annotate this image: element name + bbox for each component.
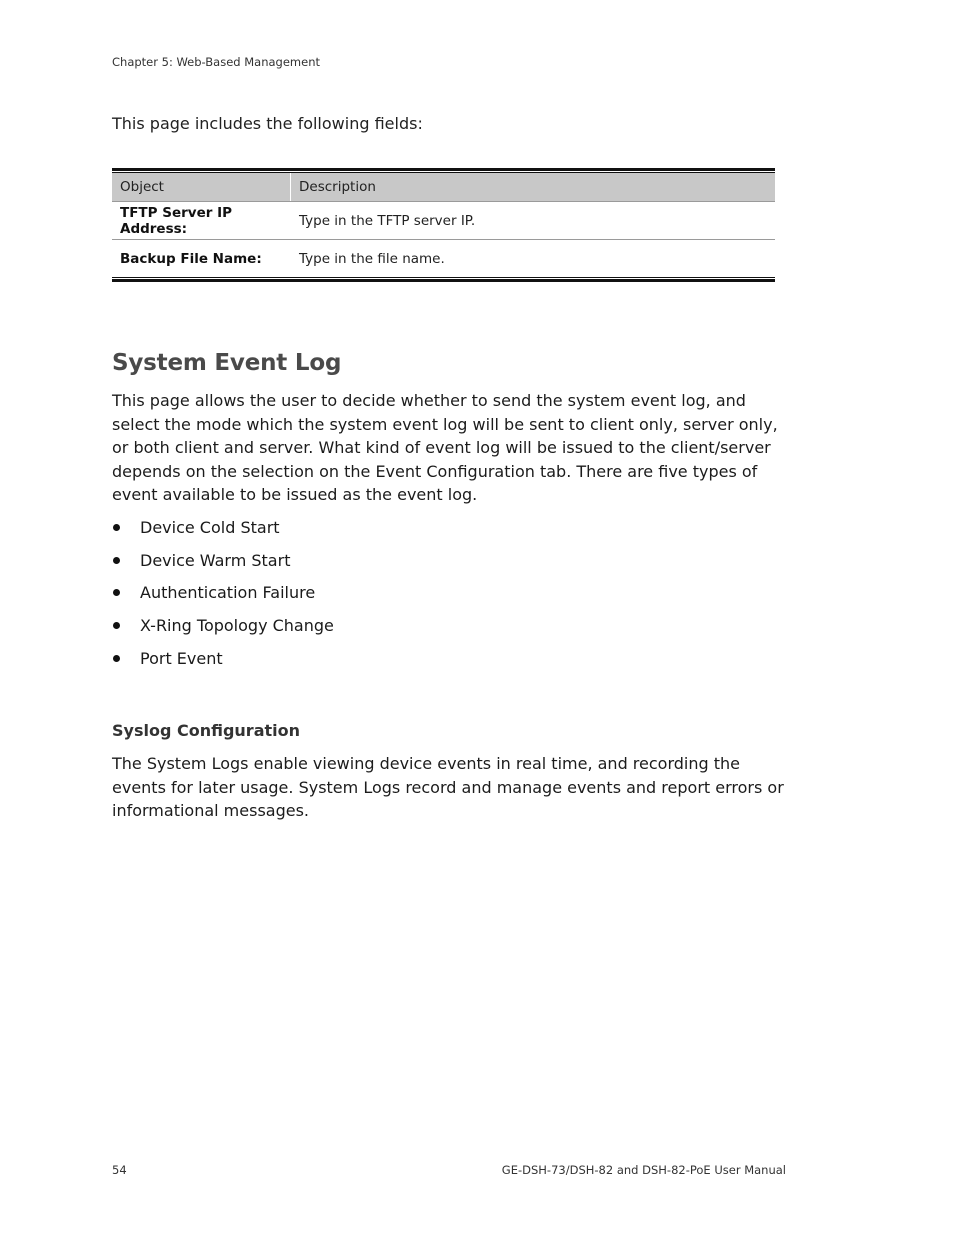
table-bottom-rule <box>112 277 775 282</box>
section-body: This page allows the user to decide whether to send the system event log, and select the mode which the system event log will be sent to client only, server only, or both client and server. What kind of event log will be issued to the client/server depends on the selection on the Event Configuration tab. There are five types of event available to be issued as the event log. <box>112 391 778 504</box>
table-row <box>112 202 775 240</box>
bullet-icon <box>113 655 120 662</box>
subsection-heading: Syslog Configuration <box>112 721 301 740</box>
list-item <box>112 516 334 549</box>
list-item <box>112 614 334 647</box>
column-header-description: Description <box>299 179 376 195</box>
running-header: Chapter 5: Web-Based Management <box>112 55 321 69</box>
list-item <box>112 581 334 614</box>
event-type-list <box>112 516 334 679</box>
table-header-row <box>112 173 775 202</box>
list-item-label: Device Cold Start <box>140 518 280 537</box>
subsection-body: The System Logs enable viewing device events in real time, and recording the events for later usage. System Logs record and manage events and report errors or informational messages. <box>112 754 784 820</box>
list-item-label: Port Event <box>140 648 223 668</box>
list-item-label: X-Ring Topology Change <box>140 616 334 636</box>
row-object: TFTP Server IP Address: <box>120 204 233 237</box>
bullet-icon <box>113 557 120 564</box>
list-item-label: Device Warm Start <box>140 550 291 570</box>
intro-text: This page includes the following fields: <box>112 114 423 133</box>
column-header-object: Object <box>112 173 291 201</box>
row-object: Backup File Name: <box>120 250 262 267</box>
bullet-icon <box>113 524 120 531</box>
list-item-label: Authentication Failure <box>140 583 316 603</box>
list-item <box>112 647 334 680</box>
manual-title: GE-DSH-73/DSH-82 and DSH-82-PoE User Manual <box>501 1163 786 1177</box>
section-heading: System Event Log <box>112 350 342 376</box>
fields-table <box>112 168 775 282</box>
row-description: Type in the TFTP server IP. <box>299 212 476 229</box>
row-description: Type in the file name. <box>299 250 445 267</box>
page-number: 54 <box>112 1163 127 1177</box>
list-item <box>112 549 334 582</box>
bullet-icon <box>113 589 120 596</box>
bullet-icon <box>113 622 120 629</box>
table-row <box>112 240 775 277</box>
